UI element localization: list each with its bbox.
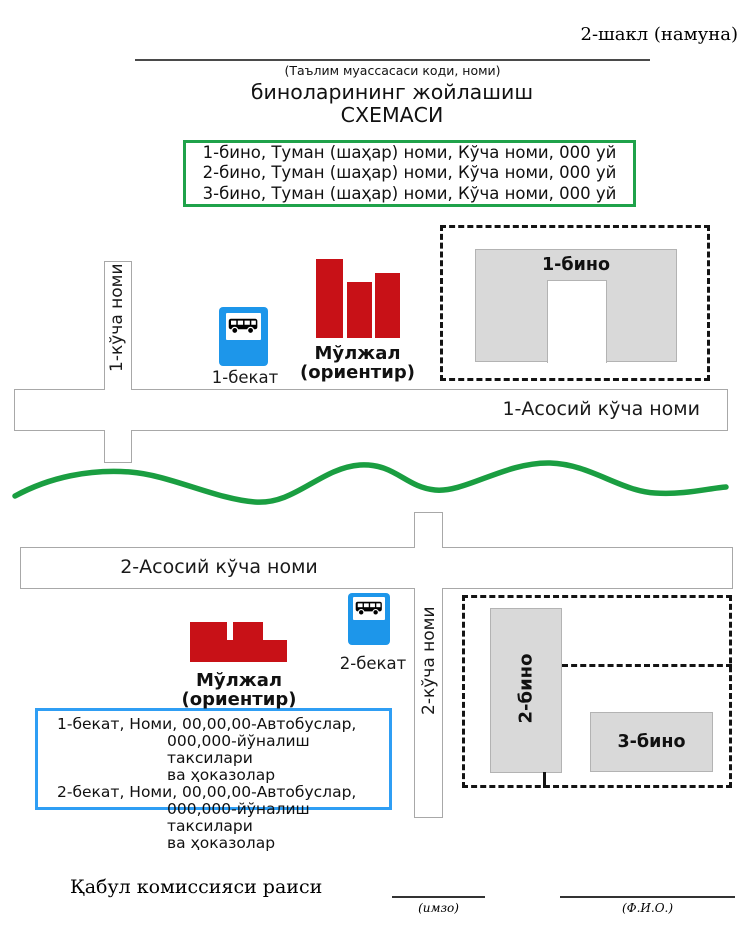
landmark-2-shape bbox=[190, 640, 287, 662]
bus-stop-sign-panel bbox=[226, 313, 261, 340]
bus-stop-1-sign bbox=[219, 307, 268, 366]
landmark-1-shape bbox=[316, 259, 343, 338]
fullname-caption: (Ф.И.О.) bbox=[621, 901, 674, 915]
route-entry-line: 2-бекат, Номи, 00,00,00-Автобуслар, bbox=[57, 783, 357, 801]
fullname-line bbox=[560, 896, 735, 898]
building-2-label: 2-бино bbox=[515, 653, 537, 724]
route-entry-line: ва ҳоказолар bbox=[167, 766, 276, 784]
campus-2-inner-divider bbox=[562, 664, 732, 667]
page-title-line1: биноларининг жойлашиш bbox=[250, 80, 534, 104]
route-entry-line: 000,000-йўналиш таксилари bbox=[167, 732, 310, 767]
bus-routes-box bbox=[35, 708, 392, 852]
main-street-2-label: 2-Асосий кўча номи bbox=[120, 556, 318, 578]
side-street-2-label: 2-кўча номи bbox=[419, 606, 439, 715]
building-1-notch bbox=[547, 280, 607, 363]
landmark-label-line: Мўлжал bbox=[195, 670, 283, 691]
building-3-label: 3-бино bbox=[617, 732, 686, 752]
signature-caption: (имзо) bbox=[418, 901, 459, 915]
bus-icon bbox=[355, 601, 383, 616]
landmark-2-shape bbox=[233, 622, 263, 640]
bus-stop-1-label: 1-бекат bbox=[211, 368, 279, 387]
institution-code-line bbox=[135, 59, 650, 61]
bus-stop-2-label: 2-бекат bbox=[339, 654, 407, 673]
landmark-1-shape bbox=[347, 282, 372, 338]
side-street-2-upper bbox=[414, 512, 443, 548]
chairman-title-label: Қабул комиссияси раиси bbox=[70, 876, 323, 898]
address-line: 3-бино, Туман (шаҳар) номи, Кўча номи, 000 уй bbox=[202, 183, 617, 203]
main-street-1-label: 1-Асосий кўча номи bbox=[502, 398, 700, 420]
landmark-2-label bbox=[178, 671, 300, 709]
route-entry-line: ва ҳоказолар bbox=[167, 834, 276, 852]
building-3-shape bbox=[590, 712, 713, 772]
landmark-label-line: (ориентир) bbox=[181, 689, 297, 710]
address-line: 2-бино, Туман (шаҳар) номи, Кўча номи, 000 уй bbox=[202, 163, 617, 183]
form-number-label: 2-шакл (намуна) bbox=[580, 24, 738, 45]
river-line bbox=[0, 455, 754, 515]
landmark-1-shape bbox=[375, 273, 400, 338]
signature-line bbox=[392, 896, 485, 898]
building-address-box bbox=[183, 140, 636, 207]
landmark-1-label bbox=[295, 344, 420, 382]
building-2-entrance-tick bbox=[543, 772, 546, 788]
bus-stop-2-sign bbox=[348, 593, 390, 645]
institution-code-caption: (Таълим муассасаси коди, номи) bbox=[284, 63, 501, 78]
address-line: 1-бино, Туман (шаҳар) номи, Кўча номи, 000 уй bbox=[202, 142, 617, 162]
page-title-line2: СХЕМАСИ bbox=[340, 103, 444, 127]
bus-icon bbox=[228, 318, 258, 335]
bus-stop-sign-panel bbox=[353, 597, 385, 620]
route-entry-line: 1-бекат, Номи, 00,00,00-Автобуслар, bbox=[57, 715, 357, 733]
building-1-label: 1-бино bbox=[541, 255, 611, 275]
landmark-label-line: Мўлжал bbox=[314, 343, 401, 364]
route-entry-line: 000,000-йўналиш таксилари bbox=[167, 800, 310, 835]
landmark-label-line: (ориентир) bbox=[300, 362, 415, 383]
side-street-1-label: 1-кўча номи bbox=[107, 263, 127, 372]
